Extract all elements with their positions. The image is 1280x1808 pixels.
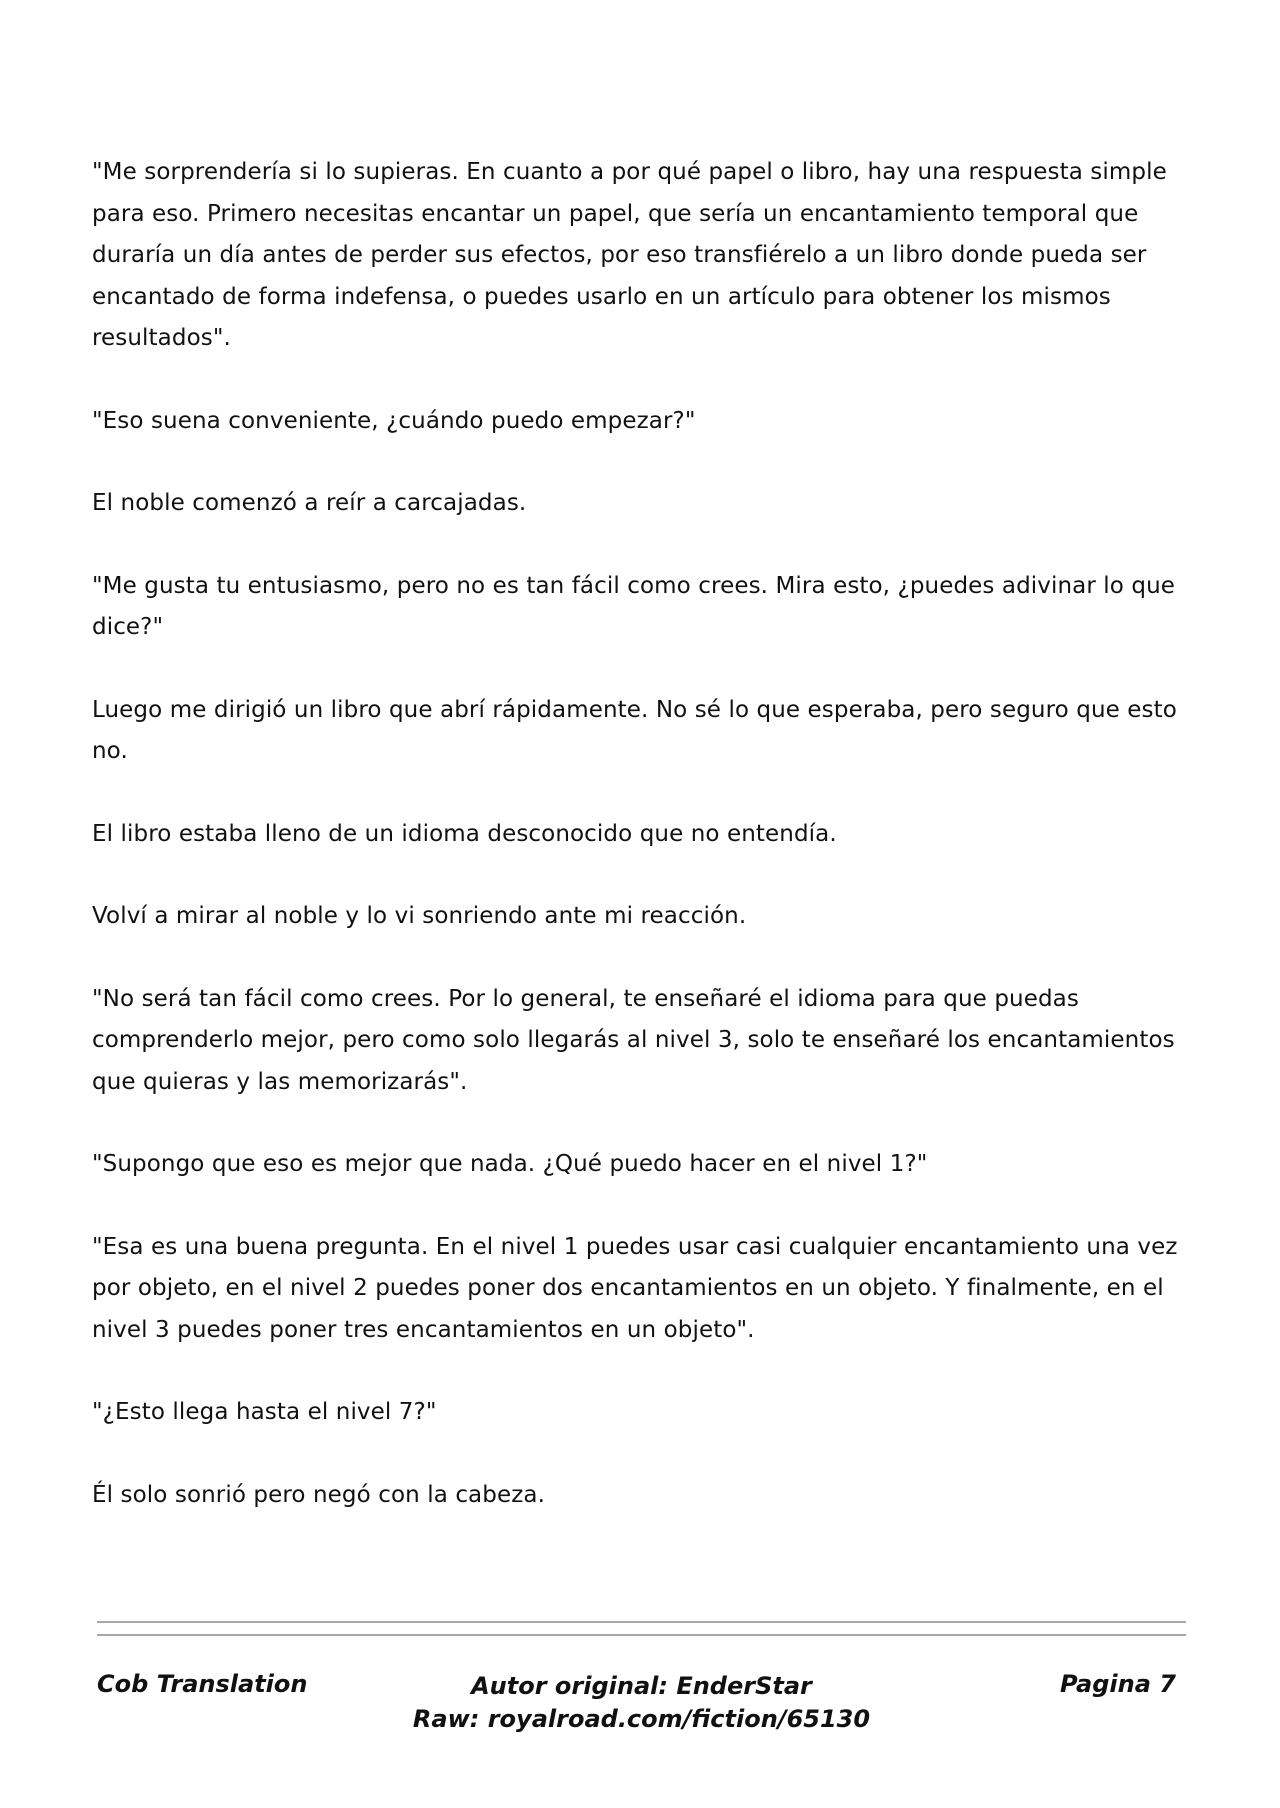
- paragraph: "¿Esto llega hasta el nivel 7?": [92, 1399, 437, 1425]
- footer-author: Autor original: EnderStar: [471, 1672, 812, 1700]
- paragraph: Luego me dirigió un libro que abrí rápidamente. No sé lo que esperaba, pero seguro que esto no.: [92, 696, 1177, 764]
- footer-credits: [97, 1670, 1186, 1736]
- footer-raw-link: Raw: royalroad.com/fiction/65130: [412, 1705, 871, 1733]
- paragraph: "Me gusta tu entusiasmo, pero no es tan fácil como crees. Mira esto, ¿puedes adivinar lo que dice?": [92, 572, 1176, 640]
- paragraph: "Me sorprendería si lo supieras. En cuanto a por qué papel o libro, hay una respuesta simple para eso. Primero necesitas encantar un papel, que sería un encantamiento temporal que duraría un día antes de perder sus efectos, por eso transfiérelo a un libro donde pueda ser encantado de forma indefensa, o puedes usarlo en un artículo para obtener los mismos resultados".: [92, 159, 1167, 351]
- footer-translator: Cob Translation: [97, 1670, 308, 1698]
- footer-page-number: Pagina 7: [1060, 1670, 1176, 1698]
- paragraph: "No será tan fácil como crees. Por lo general, te enseñaré el idioma para que puedas comprenderlo mejor, pero como solo llegarás al nivel 3, solo te enseñaré los encantamientos que quieras y las memorizarás".: [92, 985, 1175, 1095]
- paragraph: "Supongo que eso es mejor que nada. ¿Qué puedo hacer en el nivel 1?": [92, 1151, 928, 1177]
- footer-divider-bottom: [97, 1634, 1186, 1636]
- footer-divider-top: [97, 1621, 1186, 1623]
- paragraph: Él solo sonrió pero negó con la cabeza.: [92, 1481, 545, 1508]
- paragraph: Volví a mirar al noble y lo vi sonriendo ante mi reacción.: [92, 903, 747, 929]
- paragraph: El libro estaba lleno de un idioma desconocido que no entendía.: [92, 820, 837, 847]
- page-footer: [97, 1670, 1186, 1750]
- paragraph: "Eso suena conveniente, ¿cuándo puedo empezar?": [92, 407, 696, 434]
- body-text: [92, 152, 1202, 1557]
- paragraph: "Esa es una buena pregunta. En el nivel 1 puedes usar casi cualquier encantamiento una vez por objeto, en el nivel 2 puedes poner dos encantamientos en un objeto. Y finalmente, en el nivel 3 puedes poner tres encantamientos en un objeto".: [92, 1233, 1178, 1343]
- paragraph: El noble comenzó a reír a carcajadas.: [92, 490, 527, 516]
